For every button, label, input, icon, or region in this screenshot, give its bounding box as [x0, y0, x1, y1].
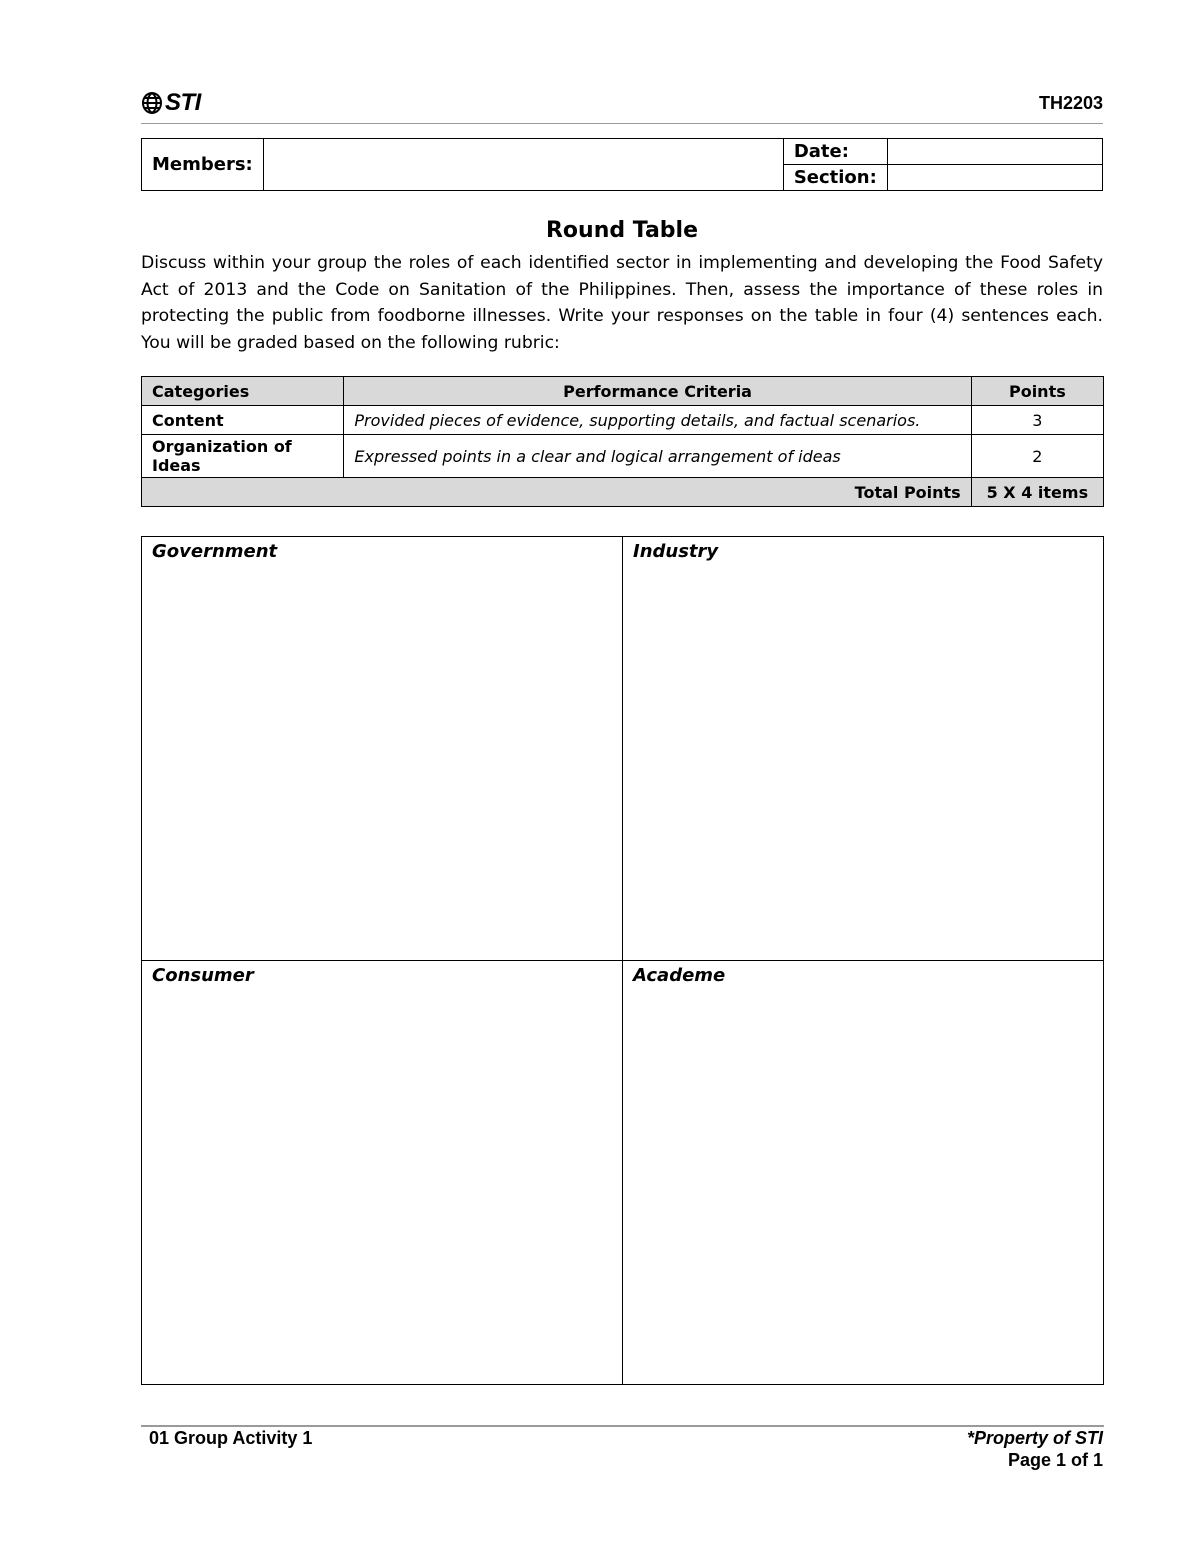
rubric-criteria: Expressed points in a clear and logical arrangement of ideas — [344, 435, 971, 478]
sector-label-government: Government — [152, 541, 278, 562]
rubric-row — [142, 435, 1104, 478]
footer-divider — [141, 1425, 1104, 1427]
rubric-criteria: Provided pieces of evidence, supporting details, and factual scenarios. — [344, 406, 971, 435]
rubric-header-row — [142, 377, 1104, 406]
sector-cell-consumer[interactable] — [142, 961, 623, 1385]
rubric-category: Organization of Ideas — [142, 435, 344, 478]
date-field[interactable] — [887, 139, 1102, 165]
sector-label-industry: Industry — [633, 541, 719, 562]
instructions-paragraph: Discuss within your group the roles of each identified sector in implementing and developing the Food Safety Act of 2013 and the Code on Sanitation of the Philippines. Then, assess the importance of these roles in protecting the public from foodborne illnesses. Write your responses on the table in four (4) sentences each. You will be graded based on the following rubric: — [141, 253, 1103, 353]
total-points-value: 5 X 4 items — [971, 478, 1103, 507]
sector-label-academe: Academe — [633, 965, 726, 986]
logo-text: STI — [165, 89, 201, 116]
section-label: Section: — [783, 165, 887, 191]
date-label: Date: — [783, 139, 887, 165]
header-divider — [141, 123, 1103, 124]
rubric-total-row — [142, 478, 1104, 507]
rubric-row — [142, 406, 1104, 435]
section-field[interactable] — [887, 165, 1102, 191]
rubric-table — [141, 376, 1104, 507]
rubric-header-categories: Categories — [142, 377, 344, 406]
footer-activity-title: 01 Group Activity 1 — [149, 1428, 313, 1448]
members-field[interactable] — [263, 139, 783, 191]
globe-icon — [141, 91, 163, 115]
info-table — [141, 138, 1103, 191]
rubric-points: 2 — [971, 435, 1103, 478]
sector-cell-industry[interactable] — [623, 537, 1104, 961]
total-points-label: Total Points — [142, 478, 972, 507]
footer-property-notice: *Property of STI — [966, 1428, 1103, 1448]
rubric-category: Content — [142, 406, 344, 435]
footer-page-number: Page 1 of 1 — [1007, 1450, 1103, 1470]
members-label: Members: — [142, 139, 264, 191]
page-title: Round Table — [545, 218, 698, 243]
sector-label-consumer: Consumer — [152, 965, 254, 986]
rubric-header-criteria: Performance Criteria — [344, 377, 971, 406]
sti-logo — [141, 88, 201, 118]
sector-cell-academe[interactable] — [623, 961, 1104, 1385]
rubric-header-points: Points — [971, 377, 1103, 406]
rubric-points: 3 — [971, 406, 1103, 435]
sector-response-grid — [141, 536, 1104, 1385]
sector-cell-government[interactable] — [142, 537, 623, 961]
course-code: TH2203 — [1038, 93, 1103, 113]
